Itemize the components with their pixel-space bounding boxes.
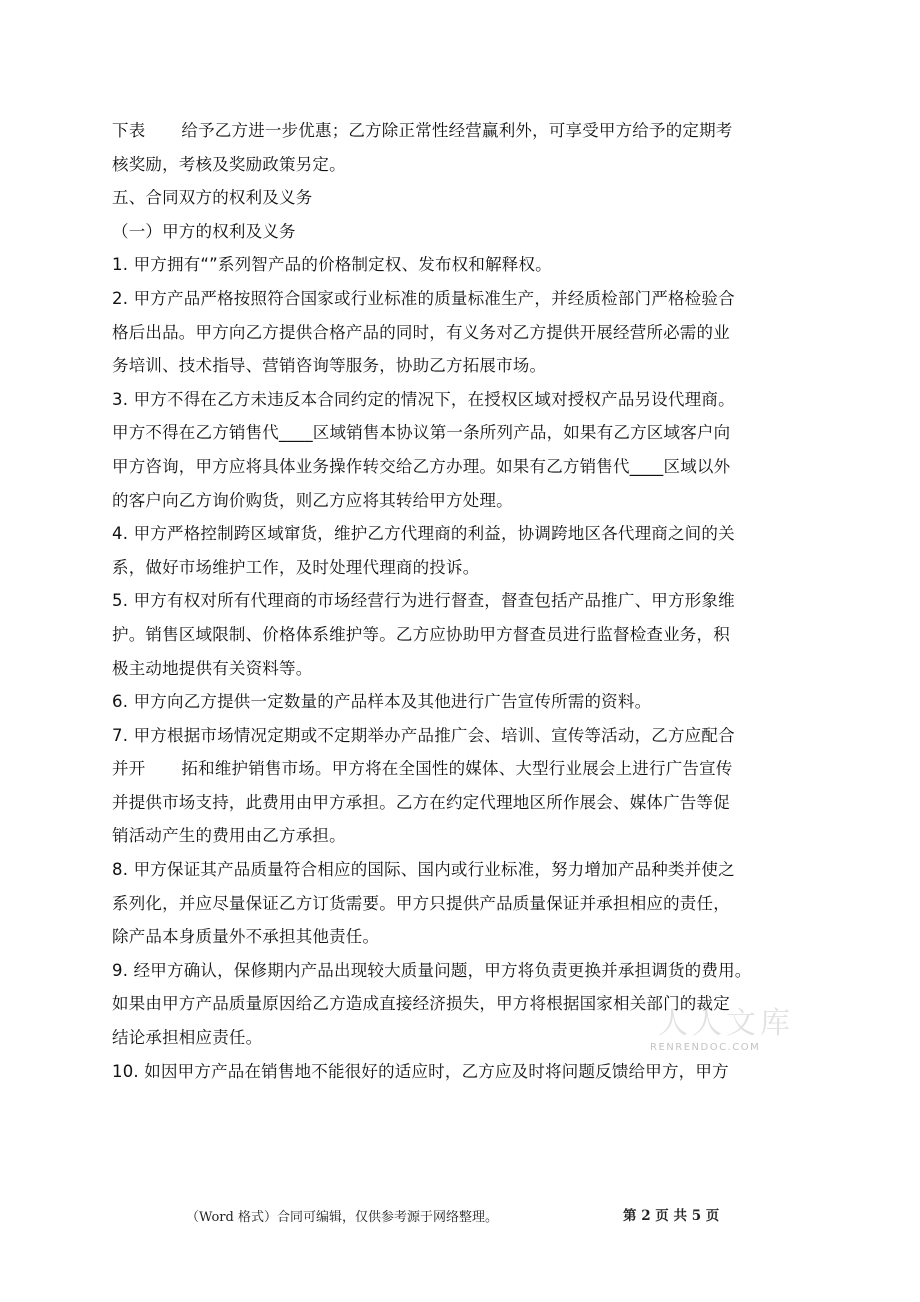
text-line: 如果由甲方产品质量原因给乙方造成直接经济损失，甲方将根据国家相关部门的裁定 xyxy=(112,994,730,1014)
text-line: 结论承担相应责任。 xyxy=(112,1028,263,1048)
text-line: 务培训、技术指导、营销咨询等服务，协助乙方拓展市场。 xyxy=(112,356,547,376)
watermark-logo: 人人文库 xyxy=(658,1006,794,1041)
section-heading: 五、合同双方的权利及义务 xyxy=(112,188,313,208)
watermark-url: RENRENDOC.COM xyxy=(650,1042,761,1053)
text-line: 销活动产生的费用由乙方承担。 xyxy=(112,826,346,846)
text-line: 甲方不得在乙方销售代____区域销售本协议第一条所列产品，如果有乙方区域客户向 xyxy=(112,423,731,443)
text-line: 下表 给予乙方进一步优惠；乙方除正常性经营赢利外，可享受甲方给予的定期考 xyxy=(112,121,733,140)
clause-6: 6. 甲方向乙方提供一定数量的产品样本及其他进行广告宣传所需的资料。 xyxy=(112,692,652,712)
page-footer xyxy=(0,1204,920,1228)
clause-8: 8. 甲方保证其产品质量符合相应的国际、国内或行业标准，努力增加产品种类并使之 xyxy=(112,860,735,880)
text-line: 除产品本身质量外不承担其他责任。 xyxy=(112,927,380,947)
clause-5: 5. 甲方有权对所有代理商的市场经营行为进行督查，督查包括产品推广、甲方形象维 xyxy=(112,591,735,611)
text-line: 并提供市场支持，此费用由甲方承担。乙方在约定代理地区所作展会、媒体广告等促 xyxy=(112,792,730,812)
clause-10: 10. 如因甲方产品在销售地不能很好的适应时，乙方应及时将问题反馈给甲方，甲方 xyxy=(112,1061,729,1081)
clause-2: 2. 甲方产品严格按照符合国家或行业标准的质量标准生产，并经质检部门严格检验合 xyxy=(112,288,735,308)
clause-9: 9. 经甲方确认，保修期内产品出现较大质量问题，甲方将负责更换并承担调货的费用。 xyxy=(112,960,752,980)
text-line: 系，做好市场维护工作，及时处理代理商的投诉。 xyxy=(112,557,480,577)
clause-7: 7. 甲方根据市场情况定期或不定期举办产品推广会、培训、宣传等活动，乙方应配合 xyxy=(112,725,735,745)
text-line: 极主动地提供有关资料等。 xyxy=(112,658,313,678)
text-line: 核奖励，考核及奖励政策另定。 xyxy=(112,154,346,174)
text-line: 的客户向乙方询价购货，则乙方应将其转给甲方处理。 xyxy=(112,490,513,510)
clause-1: 1. 甲方拥有“”系列智产品的价格制定权、发布权和解释权。 xyxy=(112,255,552,275)
footer-note: （Word 格式）合同可编辑，仅供参考源于网络整理。 xyxy=(186,1210,498,1225)
text-line: 护。销售区域限制、价格体系维护等。乙方应协助甲方督查员进行监督检查业务，积 xyxy=(112,624,730,644)
text-line: 系列化，并应尽量保证乙方订货需要。甲方只提供产品质量保证并承担相应的责任， xyxy=(112,893,730,913)
page-number: 第 2 页 共 5 页 xyxy=(623,1208,720,1224)
clause-4: 4. 甲方严格控制跨区域窜货，维护乙方代理商的利益，协调跨地区各代理商之间的关 xyxy=(112,524,735,544)
text-line: 甲方咨询，甲方应将具体业务操作转交给乙方办理。如果有乙方销售代____区域以外 xyxy=(112,456,731,476)
clause-3: 3. 甲方不得在乙方未违反本合同约定的情况下，在授权区域对授权产品另设代理商。 xyxy=(112,389,735,409)
contract-body xyxy=(112,114,832,1088)
text-line: 并开 拓和维护销售市场。甲方将在全国性的媒体、大型行业展会上进行广告宣传 xyxy=(112,759,733,779)
text-line: 格后出品。甲方向乙方提供合格产品的同时，有义务对乙方提供开展经营所必需的业 xyxy=(112,322,730,342)
subsection-heading: （一）甲方的权利及义务 xyxy=(112,221,296,241)
